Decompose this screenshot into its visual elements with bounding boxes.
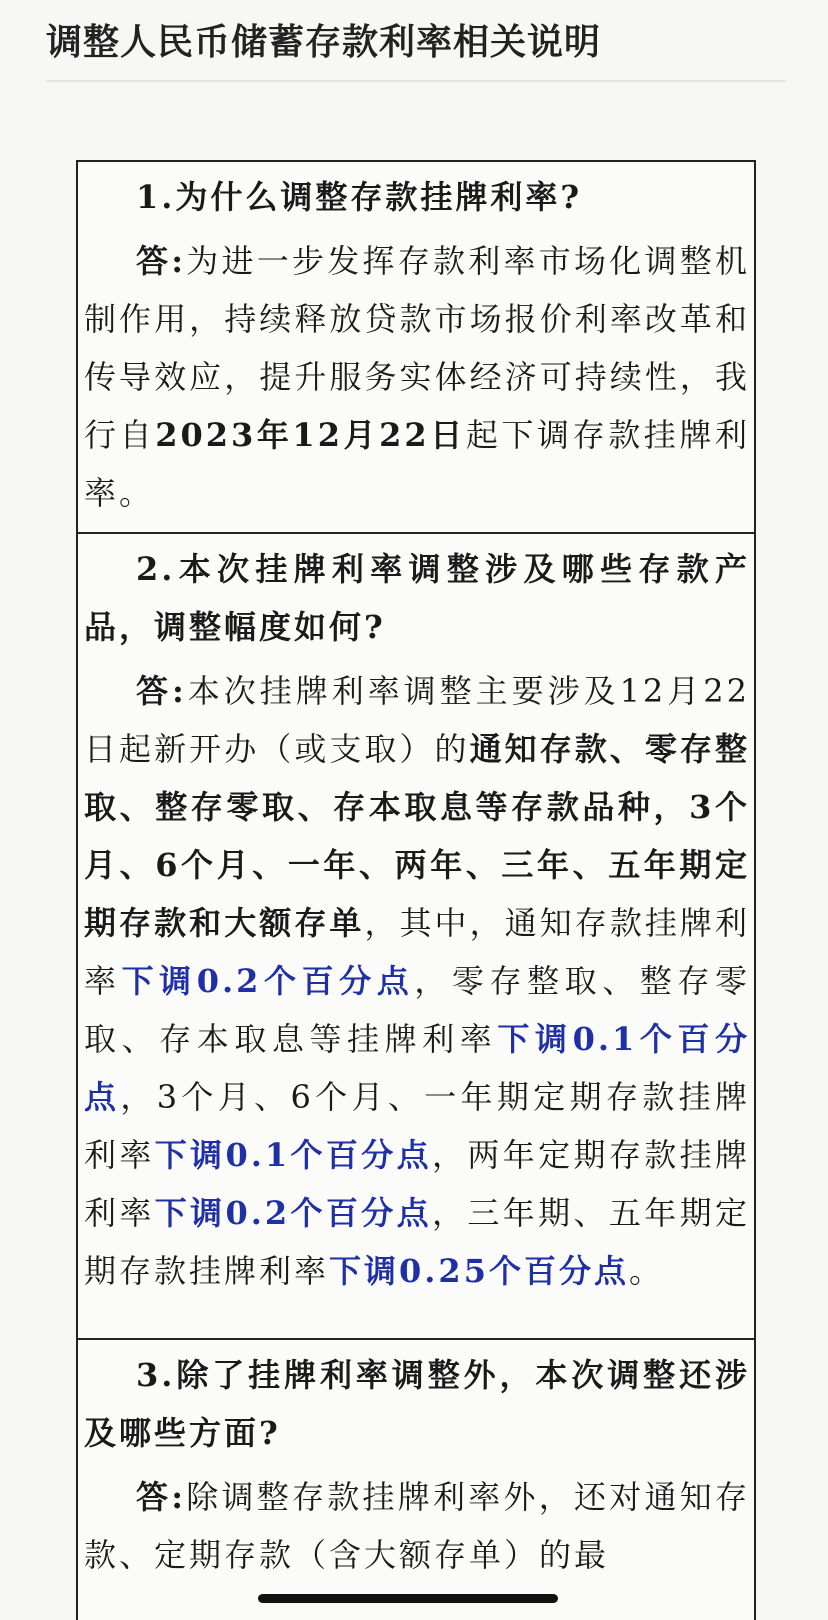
rate-cut-two-year: 下调0.2个百分点 <box>154 1194 433 1232</box>
answer-text: ，其中，通知存款挂牌利率 <box>84 904 750 1000</box>
answer-label: 答: <box>136 242 187 280</box>
rate-cut-short-term: 下调0.1个百分点 <box>154 1136 433 1174</box>
answer-2 <box>84 662 750 1300</box>
answer-text: 本次挂牌利率调整主要涉及12月22日起新开办（或支取）的 <box>84 672 750 768</box>
answer-text: 起下调存款挂牌利率。 <box>84 416 750 512</box>
answer-text: ，3个月、6个月、一年期定期存款挂牌利率 <box>84 1078 750 1174</box>
rate-cut-long-term: 下调0.25个百分点 <box>329 1252 629 1290</box>
home-indicator[interactable] <box>258 1594 558 1603</box>
answer-text: 除调整存款挂牌利率外，还对通知存款、定期存款（含大额存单）的最 <box>84 1478 750 1574</box>
title-divider <box>46 80 786 82</box>
rate-cut-notice: 下调0.2个百分点 <box>121 962 415 1000</box>
qa-section-2 <box>78 534 754 1340</box>
qa-table <box>76 160 756 1620</box>
rate-cut-installment: 下调0.1个百分点 <box>84 1020 750 1116</box>
qa-section-1 <box>78 162 754 534</box>
answer-text: ，两年定期存款挂牌利率 <box>84 1136 750 1232</box>
answer-text: ，零存整取、整存零取、存本取息等挂牌利率 <box>84 962 750 1058</box>
answer-text: 。 <box>628 1252 664 1290</box>
qa-section-3 <box>78 1340 754 1584</box>
question-2: 2.本次挂牌利率调整涉及哪些存款产品，调整幅度如何? <box>84 550 750 646</box>
answer-text: 为进一步发挥存款利率市场化调整机制作用，持续释放贷款市场报价利率改革和传导效应，提升服务实体经济可持续性，我行自 <box>84 242 750 454</box>
answer-label: 答: <box>136 672 187 710</box>
question-3: 3.除了挂牌利率调整外，本次调整还涉及哪些方面? <box>84 1356 750 1452</box>
question-1: 1.为什么调整存款挂牌利率? <box>136 178 583 216</box>
product-list: 通知存款、零存整取、整存零取、存本取息等存款品种，3个月、6个月、一年、两年、三年、五年期定期存款和大额存单 <box>84 730 750 942</box>
effective-date: 2023年12月22日 <box>155 416 466 454</box>
answer-label: 答: <box>136 1478 187 1516</box>
page-title: 调整人民币储蓄存款利率相关说明 <box>46 22 602 63</box>
answer-text: ，三年期、五年期定期存款挂牌利率 <box>84 1194 750 1290</box>
answer-3 <box>84 1468 750 1584</box>
answer-1 <box>84 232 750 522</box>
